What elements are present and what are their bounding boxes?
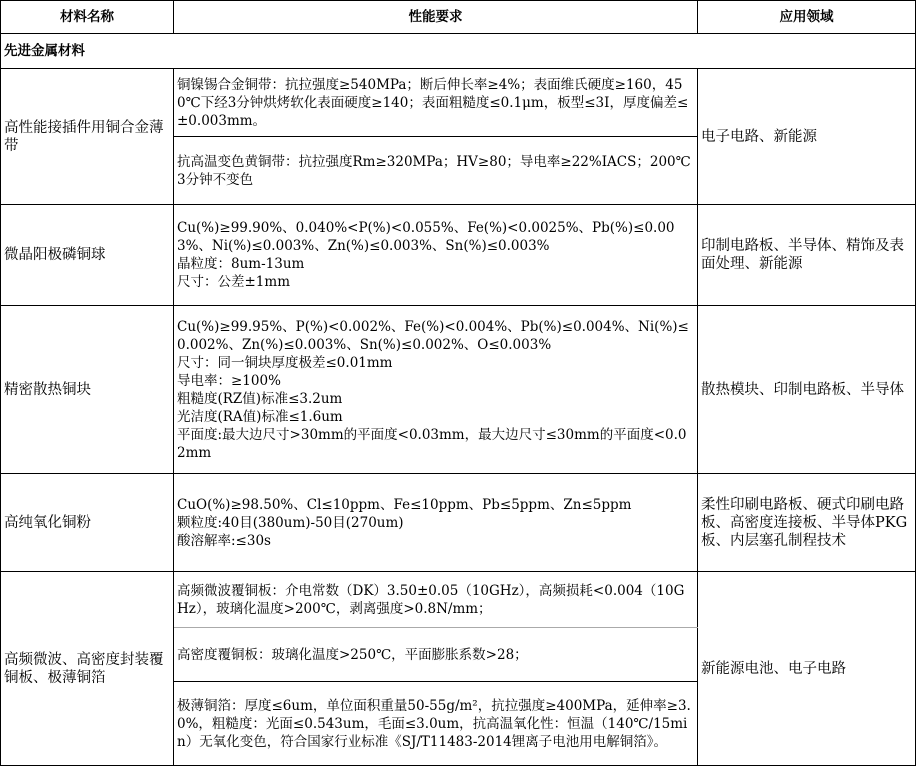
requirement-line: 粗糙度(RZ值)标准≤3.2um bbox=[177, 390, 343, 407]
requirement-line: 光洁度(RA值)标准≤1.6um bbox=[177, 408, 343, 425]
section-row bbox=[1, 34, 916, 69]
requirement-line: CuO(%)≥98.50%、Cl≤10ppm、Fe≤10ppm、Pb≤5ppm、Zn≤5ppm bbox=[177, 496, 632, 513]
requirement-line: 尺寸：同一铜块厚度极差≤0.01mm bbox=[177, 354, 393, 371]
requirement-cell: 高密度覆铜板：玻璃化温度>250℃，平面膨胀系数>28； bbox=[174, 628, 698, 682]
requirement-line: 酸溶解率:≤30s bbox=[177, 532, 271, 549]
table-row bbox=[1, 69, 916, 137]
table-row bbox=[1, 474, 916, 572]
material-name-cell: 高纯氧化铜粉 bbox=[1, 474, 174, 572]
requirement-line: 平面度:最大边尺寸>30mm的平面度<0.03mm，最大边尺寸≤30mm的平面度<0.02mm bbox=[177, 426, 687, 461]
requirement-cell: 抗高温变色黄铜带：抗拉强度Rm≥320MPa；HV≥80；导电率≥22%IACS；200℃3分钟不变色 bbox=[174, 137, 698, 205]
requirement-cell: 高频微波覆铜板：介电常数（DK）3.50±0.05（10GHz），高频损耗<0.004（10GHz），玻璃化温度>200℃，剥离强度>0.8N/mm； bbox=[174, 572, 698, 628]
requirement-cell bbox=[174, 474, 698, 572]
application-cell: 新能源电池、电子电路 bbox=[698, 572, 916, 766]
requirement-cell bbox=[174, 205, 698, 306]
requirement-line: 晶粒度：8um-13um bbox=[177, 256, 305, 272]
requirement-cell: 铜镍锡合金铜带：抗拉强度≥540MPa；断后伸长率≥4%；表面维氏硬度≥160，450℃下经3分钟烘烤软化表面硬度≥140；表面粗糙度≤0.1μm，板型≤3I，厚度偏差≤±0.003mm。 bbox=[174, 69, 698, 137]
requirement-cell bbox=[174, 306, 698, 474]
table-row bbox=[1, 306, 916, 474]
header-material-name: 材料名称 bbox=[1, 1, 174, 34]
application-cell: 柔性印刷电路板、硬式印刷电路板、高密度连接板、半导体PKG板、内层塞孔制程技术 bbox=[698, 474, 916, 572]
material-name-cell: 高频微波、高密度封装覆铜板、极薄铜箔 bbox=[1, 572, 174, 766]
section-title: 先进金属材料 bbox=[1, 34, 916, 69]
application-cell: 散热模块、印制电路板、半导体 bbox=[698, 306, 916, 474]
table-row bbox=[1, 205, 916, 306]
material-name-cell: 微晶阳极磷铜球 bbox=[1, 205, 174, 306]
header-row bbox=[1, 1, 916, 34]
header-application: 应用领域 bbox=[698, 1, 916, 34]
requirement-cell: 极薄铜箔：厚度≤6um，单位面积重量50-55g/m²，抗拉强度≥400MPa，延伸率≥3.0%，粗糙度：光面≤0.543um，毛面≤3.0um，抗高温氧化性：恒温（140℃/15min）无氧化变色，符合国家行业标准《SJ/T11483-2014锂离子电池用电解铜箔》。 bbox=[174, 682, 698, 766]
requirement-line: Cu(%)≥99.95%、P(%)<0.002%、Fe(%)<0.004%、Pb(%)≤0.004%、Ni(%)≤0.002%、Zn(%)≤0.003%、Sn(%)≤0.002%、O≤0.003% bbox=[177, 318, 689, 353]
material-name-cell: 精密散热铜块 bbox=[1, 306, 174, 474]
material-name-cell: 高性能接插件用铜合金薄带 bbox=[1, 69, 174, 205]
application-cell: 电子电路、新能源 bbox=[698, 69, 916, 205]
requirement-line: 颗粒度:40目(380um)-50目(270um) bbox=[177, 514, 404, 531]
table-row bbox=[1, 572, 916, 628]
application-cell: 印制电路板、半导体、精饰及表面处理、新能源 bbox=[698, 205, 916, 306]
requirement-line: 尺寸：公差±1mm bbox=[177, 274, 291, 290]
requirement-line: Cu(%)≥99.90%、0.040%<P(%)<0.055%、Fe(%)<0.0025%、Pb(%)≤0.003%、Ni(%)≤0.003%、Zn(%)≤0.003%、Sn(%)≤0.003% bbox=[177, 220, 675, 254]
requirement-line: 导电率：≥100% bbox=[177, 372, 281, 389]
header-performance: 性能要求 bbox=[174, 1, 698, 34]
